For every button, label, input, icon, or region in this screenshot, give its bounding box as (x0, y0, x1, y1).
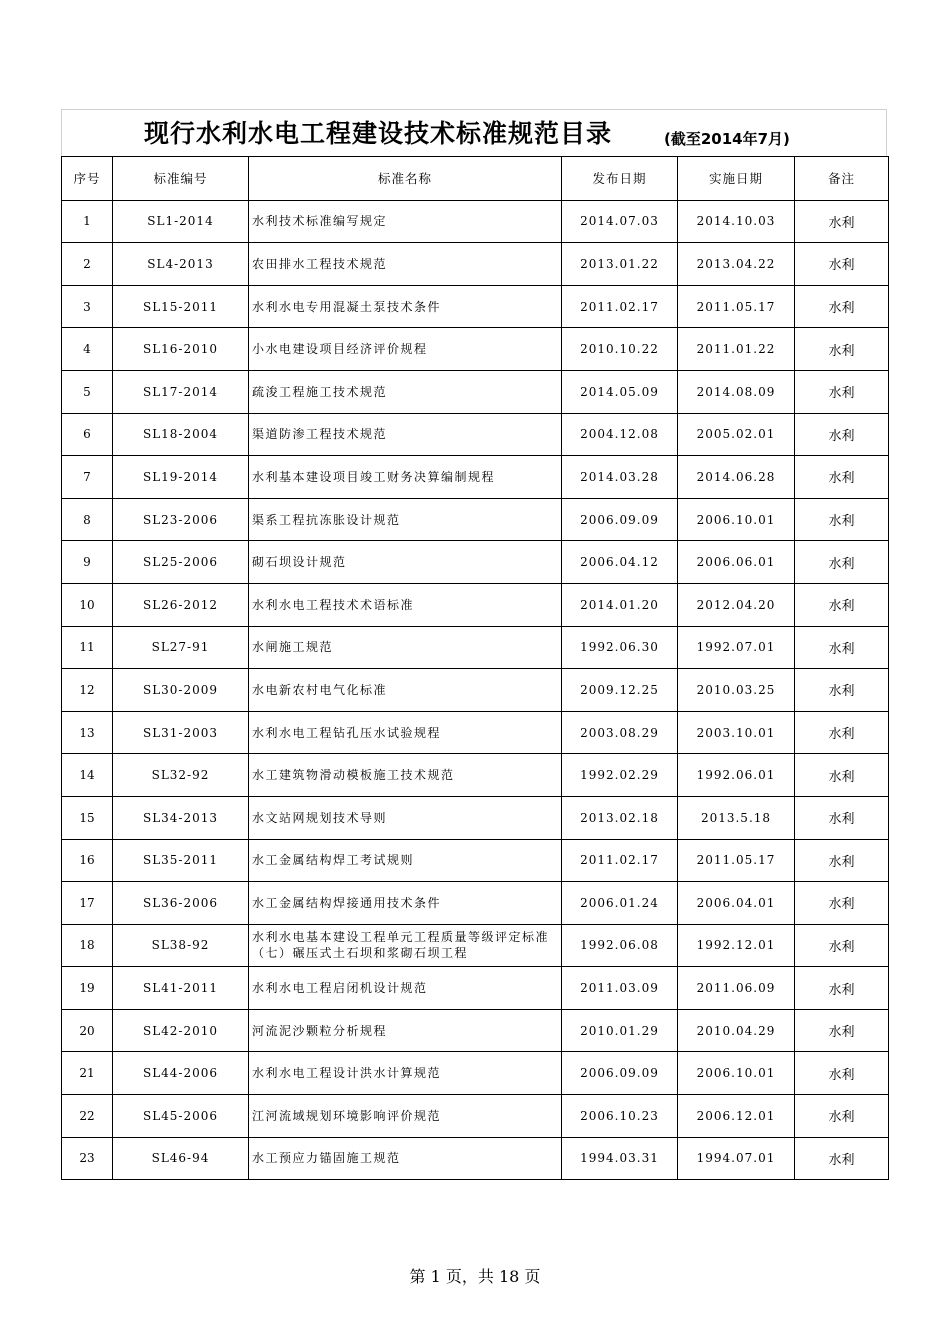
standards-sheet (61, 109, 887, 1180)
row-code: SL36-2006 (113, 882, 249, 925)
row-name: 水电新农村电气化标准 (249, 669, 562, 712)
row-publish-date: 2011.02.17 (562, 839, 678, 882)
row-seq: 15 (62, 796, 113, 839)
row-publish-date: 2006.09.09 (562, 498, 678, 541)
row-seq: 5 (62, 370, 113, 413)
row-publish-date: 1992.02.29 (562, 754, 678, 797)
row-code: SL1-2014 (113, 200, 249, 243)
header-note: 备注 (795, 157, 889, 201)
row-publish-date: 2014.05.09 (562, 370, 678, 413)
row-name: 水利水电工程设计洪水计算规范 (249, 1052, 562, 1095)
row-name: 水文站网规划技术导则 (249, 796, 562, 839)
row-name: 砌石坝设计规范 (249, 541, 562, 584)
row-name: 水工金属结构焊接通用技术条件 (249, 882, 562, 925)
row-effective-date: 2010.04.29 (678, 1009, 795, 1052)
table-row (62, 583, 889, 626)
row-name: 水利水电工程启闭机设计规范 (249, 967, 562, 1010)
row-publish-date: 2014.01.20 (562, 583, 678, 626)
table-row (62, 328, 889, 371)
row-note: 水利 (795, 285, 889, 328)
row-code: SL19-2014 (113, 456, 249, 499)
table-row (62, 1009, 889, 1052)
row-note: 水利 (795, 1137, 889, 1180)
table-row (62, 669, 889, 712)
row-publish-date: 1994.03.31 (562, 1137, 678, 1180)
row-code: SL42-2010 (113, 1009, 249, 1052)
table-row (62, 456, 889, 499)
row-publish-date: 1992.06.08 (562, 924, 678, 967)
row-note: 水利 (795, 456, 889, 499)
row-name: 农田排水工程技术规范 (249, 243, 562, 286)
row-seq: 18 (62, 924, 113, 967)
table-row (62, 285, 889, 328)
row-effective-date: 2006.10.01 (678, 498, 795, 541)
row-effective-date: 2011.01.22 (678, 328, 795, 371)
row-publish-date: 2010.10.22 (562, 328, 678, 371)
row-seq: 1 (62, 200, 113, 243)
header-publish-date: 发布日期 (562, 157, 678, 201)
row-seq: 10 (62, 583, 113, 626)
table-row (62, 413, 889, 456)
row-code: SL30-2009 (113, 669, 249, 712)
row-name: 渠道防渗工程技术规范 (249, 413, 562, 456)
row-name: 水闸施工规范 (249, 626, 562, 669)
row-name: 河流泥沙颗粒分析规程 (249, 1009, 562, 1052)
row-name: 水利水电工程技术术语标准 (249, 583, 562, 626)
row-publish-date: 2003.08.29 (562, 711, 678, 754)
row-effective-date: 2013.5.18 (678, 796, 795, 839)
row-name: 小水电建设项目经济评价规程 (249, 328, 562, 371)
row-note: 水利 (795, 200, 889, 243)
row-seq: 3 (62, 285, 113, 328)
row-seq: 23 (62, 1137, 113, 1180)
row-publish-date: 1992.06.30 (562, 626, 678, 669)
row-name: 水工金属结构焊工考试规则 (249, 839, 562, 882)
row-code: SL18-2004 (113, 413, 249, 456)
row-effective-date: 2006.10.01 (678, 1052, 795, 1095)
standards-table (61, 156, 889, 1180)
header-name: 标准名称 (249, 157, 562, 201)
row-name: 水利技术标准编写规定 (249, 200, 562, 243)
row-note: 水利 (795, 541, 889, 584)
table-row (62, 882, 889, 925)
table-row (62, 1052, 889, 1095)
row-note: 水利 (795, 413, 889, 456)
row-effective-date: 2013.04.22 (678, 243, 795, 286)
row-note: 水利 (795, 711, 889, 754)
row-seq: 11 (62, 626, 113, 669)
table-row (62, 1095, 889, 1138)
row-publish-date: 2014.03.28 (562, 456, 678, 499)
row-effective-date: 2006.12.01 (678, 1095, 795, 1138)
row-seq: 7 (62, 456, 113, 499)
row-code: SL26-2012 (113, 583, 249, 626)
row-name: 水工建筑物滑动模板施工技术规范 (249, 754, 562, 797)
table-row (62, 711, 889, 754)
page-title: 现行水利水电工程建设技术标准规范目录 (144, 119, 613, 148)
page-subtitle: (截至2014年7月) (664, 130, 790, 148)
row-seq: 8 (62, 498, 113, 541)
row-note: 水利 (795, 924, 889, 967)
row-code: SL35-2011 (113, 839, 249, 882)
row-effective-date: 2003.10.01 (678, 711, 795, 754)
row-seq: 13 (62, 711, 113, 754)
row-publish-date: 2011.03.09 (562, 967, 678, 1010)
row-note: 水利 (795, 1009, 889, 1052)
row-effective-date: 2005.02.01 (678, 413, 795, 456)
row-publish-date: 2006.01.24 (562, 882, 678, 925)
row-effective-date: 1992.06.01 (678, 754, 795, 797)
row-note: 水利 (795, 626, 889, 669)
row-effective-date: 2012.04.20 (678, 583, 795, 626)
row-code: SL27-91 (113, 626, 249, 669)
row-effective-date: 2011.05.17 (678, 285, 795, 328)
row-effective-date: 2011.05.17 (678, 839, 795, 882)
row-name: 江河流域规划环境影响评价规范 (249, 1095, 562, 1138)
table-row (62, 626, 889, 669)
row-note: 水利 (795, 754, 889, 797)
row-note: 水利 (795, 882, 889, 925)
row-note: 水利 (795, 1052, 889, 1095)
row-effective-date: 2014.08.09 (678, 370, 795, 413)
row-note: 水利 (795, 328, 889, 371)
row-note: 水利 (795, 498, 889, 541)
row-effective-date: 1992.07.01 (678, 626, 795, 669)
row-effective-date: 1992.12.01 (678, 924, 795, 967)
header-effective-date: 实施日期 (678, 157, 795, 201)
row-name: 渠系工程抗冻胀设计规范 (249, 498, 562, 541)
table-row (62, 243, 889, 286)
row-note: 水利 (795, 796, 889, 839)
page-footer: 第 1 页，共 18 页 (409, 1267, 541, 1286)
row-seq: 6 (62, 413, 113, 456)
row-seq: 21 (62, 1052, 113, 1095)
row-note: 水利 (795, 583, 889, 626)
table-header-row (62, 157, 889, 201)
row-note: 水利 (795, 243, 889, 286)
row-effective-date: 2006.06.01 (678, 541, 795, 584)
row-code: SL34-2013 (113, 796, 249, 839)
header-code: 标准编号 (113, 157, 249, 201)
table-row (62, 924, 889, 967)
row-seq: 16 (62, 839, 113, 882)
row-name: 水利水电专用混凝土泵技术条件 (249, 285, 562, 328)
row-code: SL17-2014 (113, 370, 249, 413)
row-seq: 2 (62, 243, 113, 286)
row-code: SL4-2013 (113, 243, 249, 286)
row-effective-date: 1994.07.01 (678, 1137, 795, 1180)
row-code: SL31-2003 (113, 711, 249, 754)
table-row (62, 370, 889, 413)
row-effective-date: 2010.03.25 (678, 669, 795, 712)
row-note: 水利 (795, 669, 889, 712)
row-code: SL44-2006 (113, 1052, 249, 1095)
row-publish-date: 2006.04.12 (562, 541, 678, 584)
row-effective-date: 2014.10.03 (678, 200, 795, 243)
row-code: SL45-2006 (113, 1095, 249, 1138)
row-seq: 17 (62, 882, 113, 925)
row-note: 水利 (795, 1095, 889, 1138)
table-row (62, 541, 889, 584)
header-seq: 序号 (62, 157, 113, 201)
row-name: 疏浚工程施工技术规范 (249, 370, 562, 413)
row-note: 水利 (795, 370, 889, 413)
row-seq: 12 (62, 669, 113, 712)
table-row (62, 498, 889, 541)
row-note: 水利 (795, 839, 889, 882)
table-row (62, 839, 889, 882)
row-effective-date: 2006.04.01 (678, 882, 795, 925)
table-row (62, 1137, 889, 1180)
row-effective-date: 2014.06.28 (678, 456, 795, 499)
row-code: SL23-2006 (113, 498, 249, 541)
row-seq: 19 (62, 967, 113, 1010)
row-code: SL16-2010 (113, 328, 249, 371)
row-code: SL46-94 (113, 1137, 249, 1180)
row-code: SL41-2011 (113, 967, 249, 1010)
table-row (62, 796, 889, 839)
table-row (62, 200, 889, 243)
table-row (62, 967, 889, 1010)
row-name: 水利基本建设项目竣工财务决算编制规程 (249, 456, 562, 499)
title-row (61, 109, 887, 156)
row-publish-date: 2006.09.09 (562, 1052, 678, 1095)
row-effective-date: 2011.06.09 (678, 967, 795, 1010)
row-seq: 14 (62, 754, 113, 797)
row-name: 水利水电基本建设工程单元工程质量等级评定标准（七）碾压式土石坝和浆砌石坝工程 (249, 924, 562, 967)
row-publish-date: 2014.07.03 (562, 200, 678, 243)
row-code: SL32-92 (113, 754, 249, 797)
row-publish-date: 2010.01.29 (562, 1009, 678, 1052)
row-note: 水利 (795, 967, 889, 1010)
row-publish-date: 2009.12.25 (562, 669, 678, 712)
row-code: SL38-92 (113, 924, 249, 967)
row-publish-date: 2013.01.22 (562, 243, 678, 286)
row-code: SL15-2011 (113, 285, 249, 328)
row-seq: 22 (62, 1095, 113, 1138)
row-seq: 20 (62, 1009, 113, 1052)
row-publish-date: 2011.02.17 (562, 285, 678, 328)
row-publish-date: 2013.02.18 (562, 796, 678, 839)
row-publish-date: 2004.12.08 (562, 413, 678, 456)
row-seq: 9 (62, 541, 113, 584)
row-publish-date: 2006.10.23 (562, 1095, 678, 1138)
row-code: SL25-2006 (113, 541, 249, 584)
table-row (62, 754, 889, 797)
row-name: 水工预应力锚固施工规范 (249, 1137, 562, 1180)
row-seq: 4 (62, 328, 113, 371)
row-name: 水利水电工程钻孔压水试验规程 (249, 711, 562, 754)
